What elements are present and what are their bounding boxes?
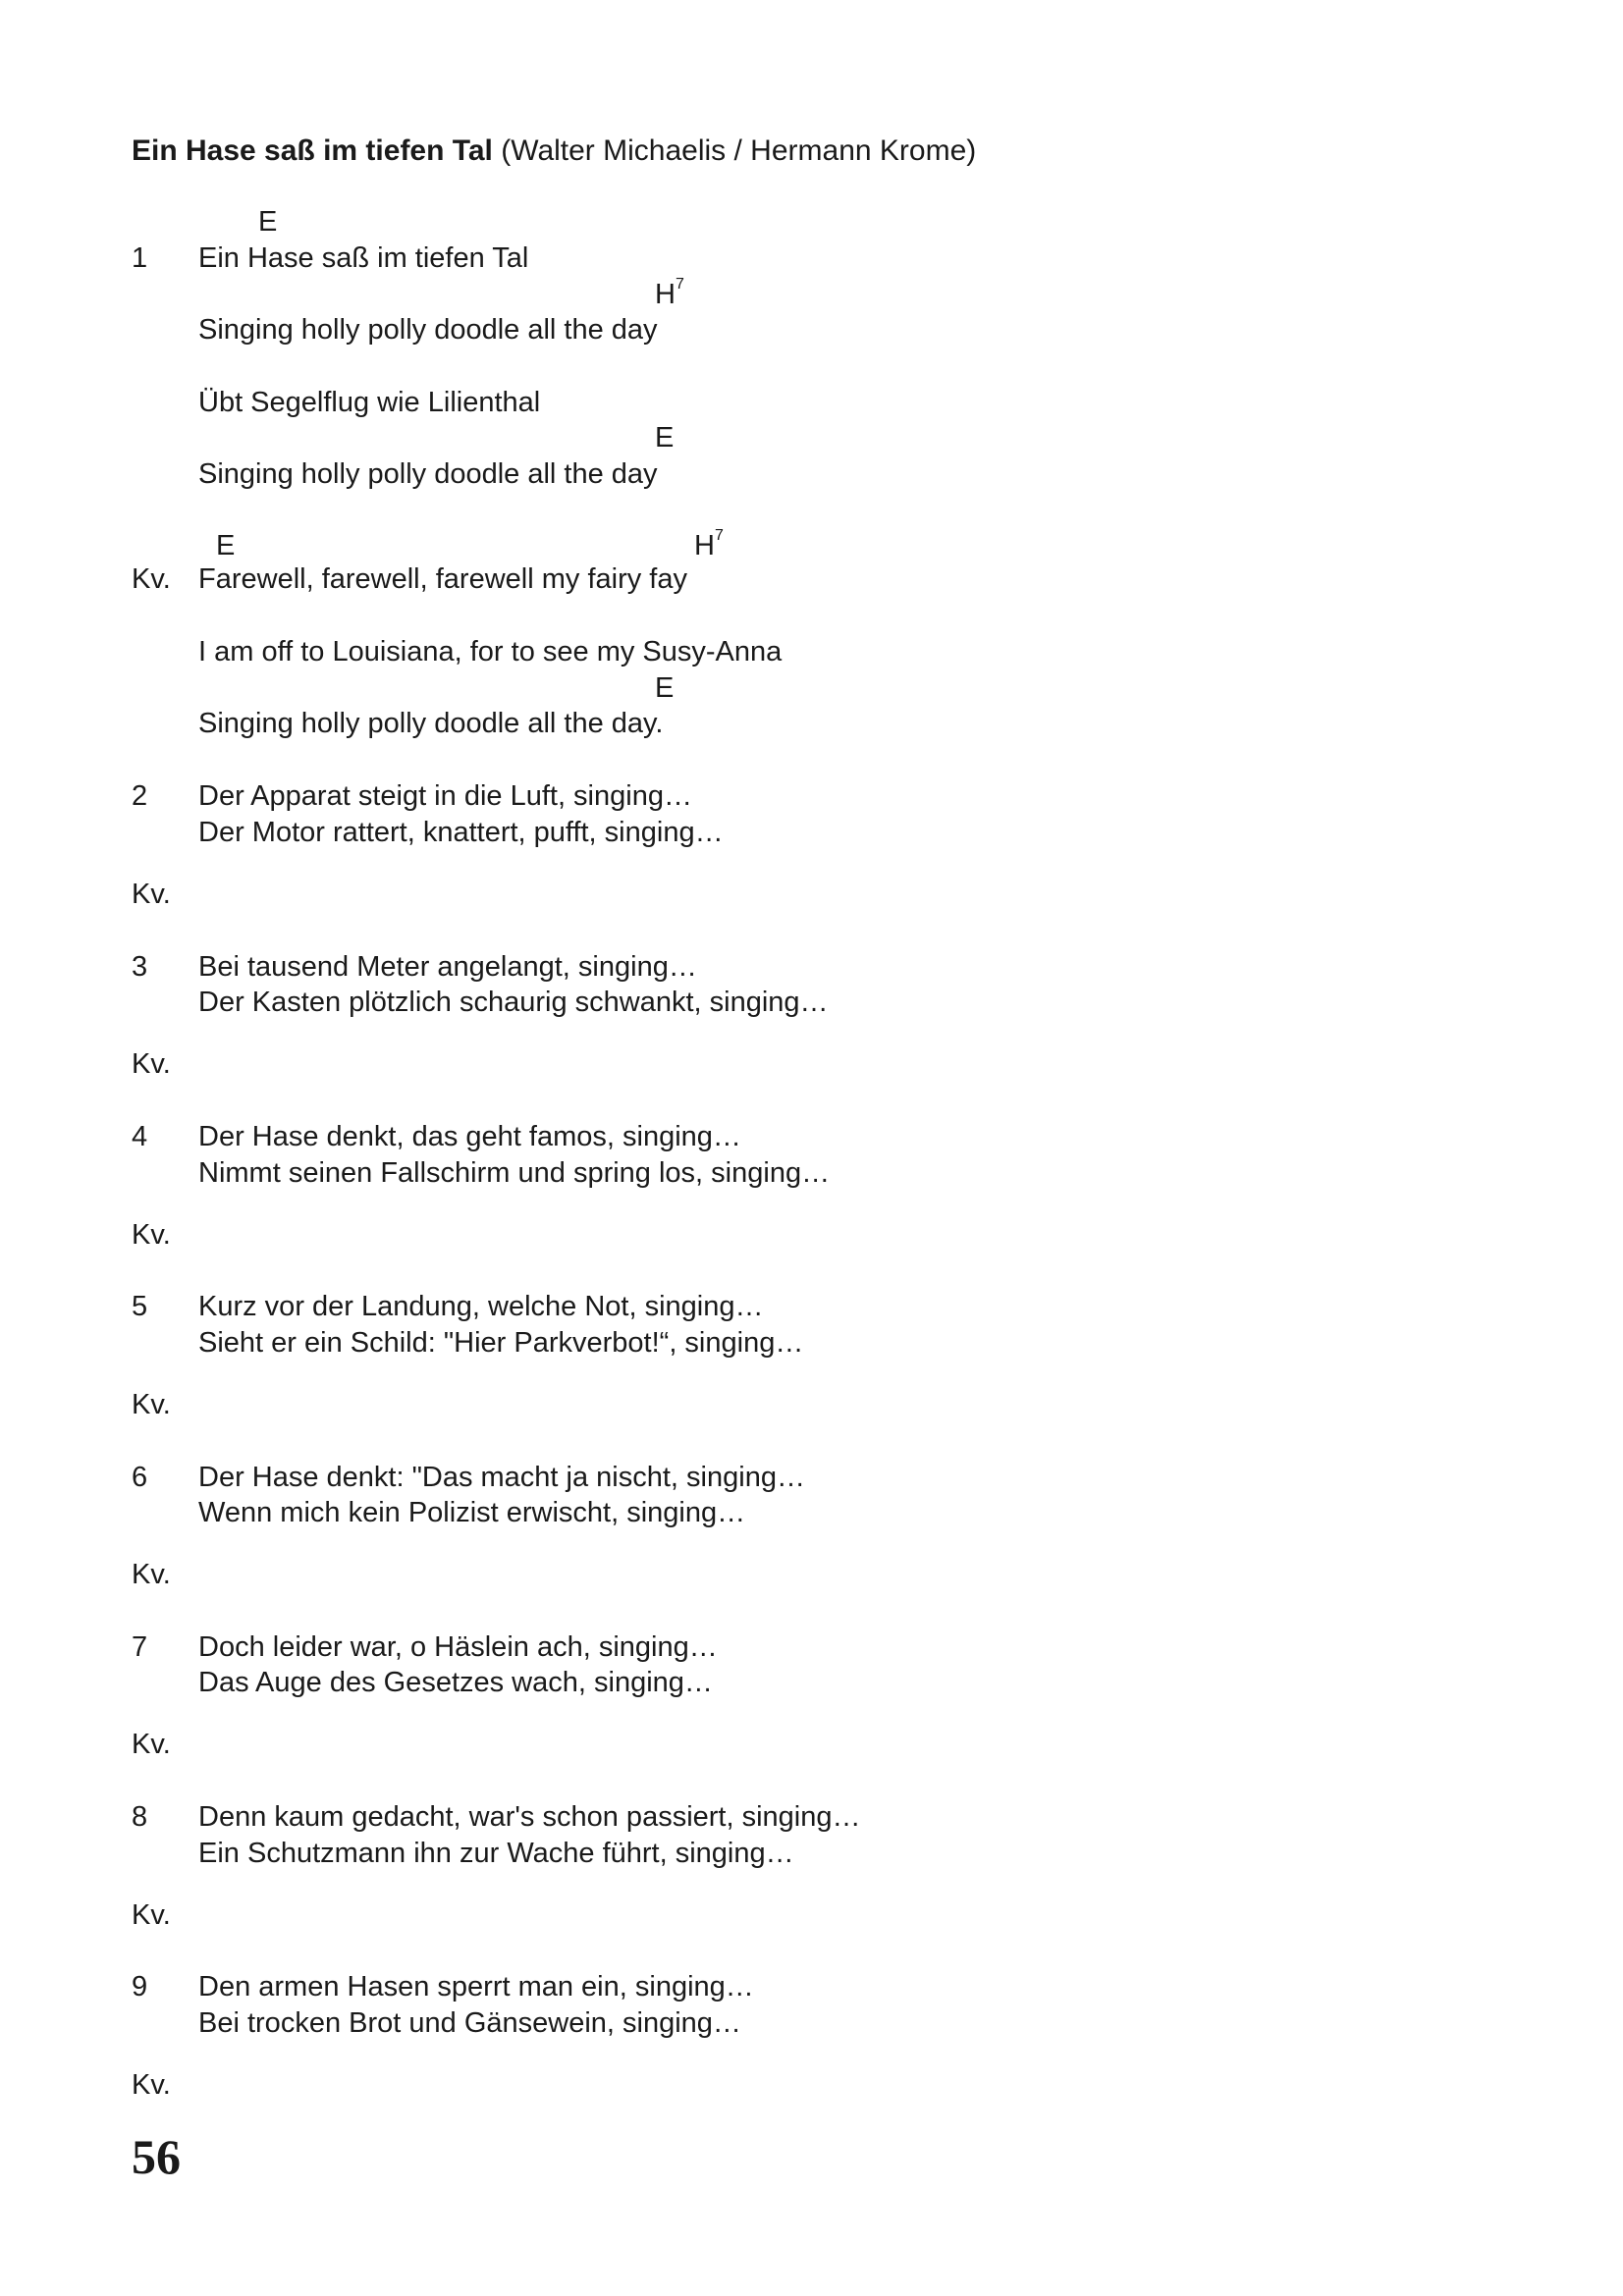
lyric-line: Bei tausend Meter angelangt, singing…: [198, 951, 697, 983]
lyric-line: Ein Schutzmann ihn zur Wache führt, singing…: [198, 1838, 794, 1869]
verse-number: 4: [132, 1121, 148, 1152]
chord: E: [655, 422, 675, 454]
chorus-label: Kv.: [132, 1559, 171, 1590]
lyric-line: Das Auge des Gesetzes wach, singing…: [198, 1667, 713, 1698]
chorus-label: Kv.: [132, 1389, 171, 1420]
lyric-line: Singing holly polly doodle all the day: [198, 314, 658, 346]
verse-number: 2: [132, 780, 148, 812]
chord-extension: 7: [675, 276, 684, 293]
lyric-line: Singing holly polly doodle all the day: [198, 458, 658, 490]
lyric-line: Der Kasten plötzlich schaurig schwankt, singing…: [198, 987, 829, 1018]
lyric-line: Bei trocken Brot und Gänsewein, singing…: [198, 2007, 741, 2039]
chorus-label: Kv.: [132, 1729, 171, 1760]
chorus-label: Kv.: [132, 2069, 171, 2101]
lyric-line: Kurz vor der Landung, welche Not, singing…: [198, 1291, 764, 1322]
lyric-line: Der Hase denkt: "Das macht ja nischt, singing…: [198, 1462, 805, 1493]
lyric-line: Übt Segelflug wie Lilienthal: [198, 387, 541, 418]
lyric-line: Den armen Hasen sperrt man ein, singing…: [198, 1971, 754, 2002]
chord: E: [216, 530, 236, 561]
lyric-line: Sieht er ein Schild: "Hier Parkverbot!“, singing…: [198, 1327, 804, 1359]
chorus-label: Kv.: [132, 1899, 171, 1931]
verse-number: 8: [132, 1801, 148, 1833]
lyric-line: Denn kaum gedacht, war's schon passiert, singing…: [198, 1801, 861, 1833]
lyric-line: Nimmt seinen Fallschirm und spring los, singing…: [198, 1157, 831, 1189]
verse-number: 3: [132, 951, 148, 983]
chorus-label: Kv.: [132, 879, 171, 910]
chorus-label: Kv.: [132, 563, 171, 595]
verse-number: 5: [132, 1291, 148, 1322]
verse-number: 9: [132, 1971, 148, 2002]
verse-number: 6: [132, 1462, 148, 1493]
lyric-line: Farewell, farewell, farewell my fairy fay: [198, 563, 687, 595]
song-title-main: Ein Hase saß im tiefen Tal: [132, 134, 493, 167]
lyric-line: Doch leider war, o Häslein ach, singing…: [198, 1631, 718, 1663]
chord: [655, 276, 684, 310]
verse-number: 7: [132, 1631, 148, 1663]
chord: [694, 527, 724, 561]
chord-root: H: [655, 279, 676, 310]
chord: E: [655, 672, 675, 704]
chord-extension: 7: [714, 527, 724, 544]
lyric-line: Ein Hase saß im tiefen Tal: [198, 242, 529, 274]
song-authors: (Walter Michaelis / Hermann Krome): [501, 134, 977, 167]
lyric-line: Der Apparat steigt in die Luft, singing…: [198, 780, 692, 812]
chord: E: [258, 206, 278, 238]
chord-root: H: [694, 530, 715, 561]
chorus-label: Kv.: [132, 1219, 171, 1251]
lyric-line: Wenn mich kein Polizist erwischt, singing…: [198, 1497, 746, 1528]
lyric-line: Singing holly polly doodle all the day.: [198, 708, 664, 739]
verse-number: 1: [132, 242, 148, 274]
lyric-line: Der Motor rattert, knattert, pufft, singing…: [198, 817, 724, 848]
lyric-line: Der Hase denkt, das geht famos, singing…: [198, 1121, 741, 1152]
page-number: 56: [132, 2129, 181, 2184]
song-title: [132, 134, 976, 168]
chorus-label: Kv.: [132, 1048, 171, 1080]
lyric-line: I am off to Louisiana, for to see my Susy-Anna: [198, 636, 783, 667]
